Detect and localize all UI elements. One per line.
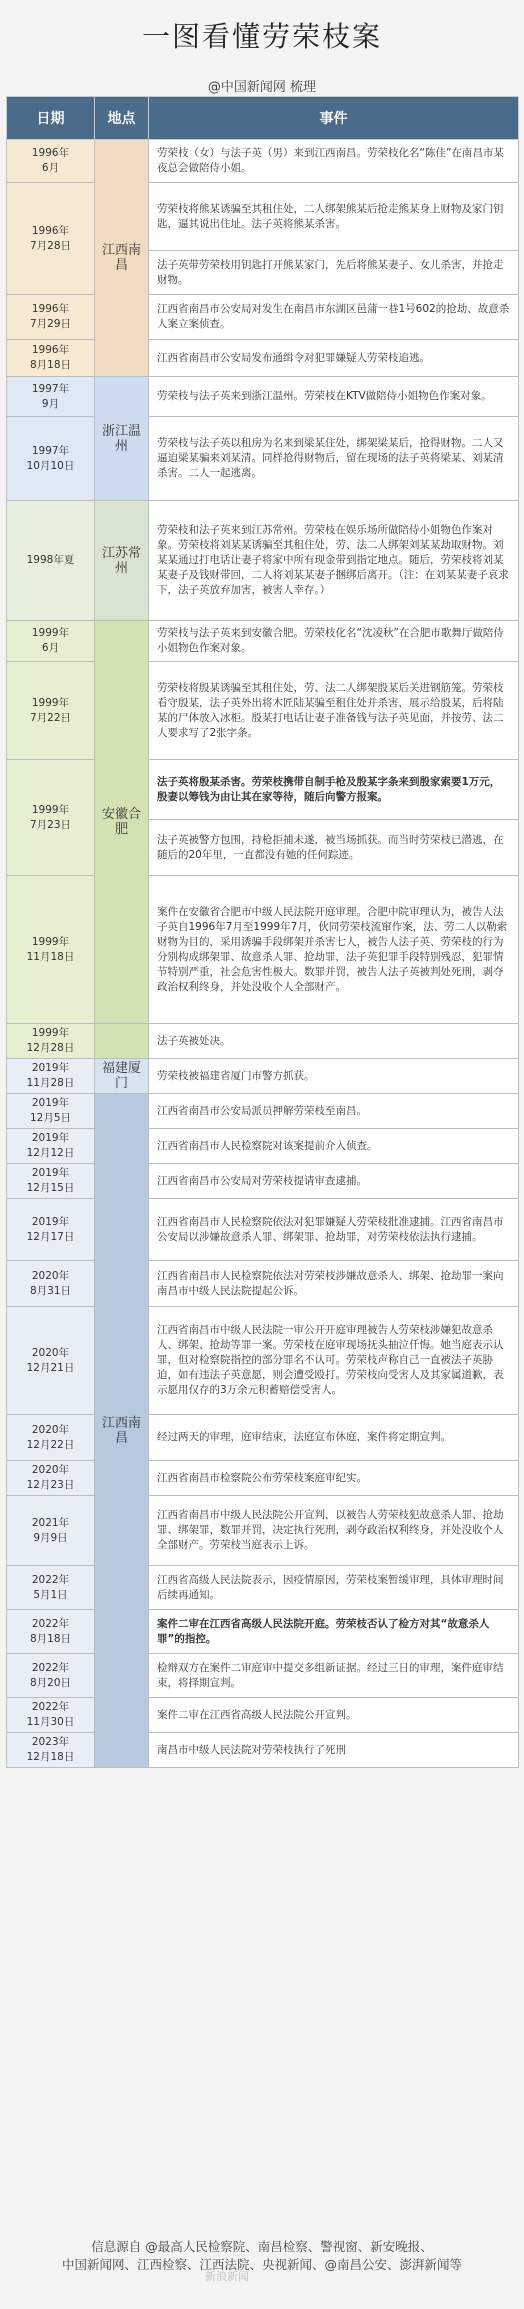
row-event: 江西省南昌市公安局发布通缉令对犯罪嫌疑人劳荣枝追逃。 bbox=[149, 340, 519, 377]
row-event: 江西省南昌市人民检察院依法对劳荣枝涉嫌故意杀人、绑架、抢劫罪一案向南昌市中级人民法院提起公诉。 bbox=[149, 1261, 519, 1307]
row-date: 1997年 10月10日 bbox=[7, 417, 95, 501]
row-place bbox=[95, 1024, 149, 1059]
watermark: 新浪新闻 bbox=[205, 2270, 249, 2283]
timeline-table-wrapper bbox=[6, 96, 518, 1768]
table-row bbox=[7, 1307, 519, 1415]
table-row bbox=[7, 1129, 519, 1164]
table-row bbox=[7, 1164, 519, 1199]
table-row bbox=[7, 876, 519, 1024]
row-event: 江西省南昌市检察院公布劳荣枝案庭审纪实。 bbox=[149, 1461, 519, 1496]
row-event: 劳荣枝和法子英来到江苏常州。劳荣枝在娱乐场所做陪侍小姐物色作案对象。劳荣枝将刘某某诱骗至其租住处，劳、法二人绑架刘某某劫取财物。刘某某通过打电话让妻子将家中所有现金带到指定地点。随后，劳荣枝将刘某某妻子及钱财带回，二人将刘某某妻子捆绑后离开。（注：在刘某某妻子哀求下，法子英放弃加害，被害人幸存。） bbox=[149, 501, 519, 621]
row-event: 江西省南昌市中级人民法院公开宣判，以被告人劳荣枝犯故意杀人罪、抢劫罪、绑架罪，数罪并罚，决定执行死刑，剥夺政治权利终身，并处没收个人全部财产。劳荣枝当庭表示上诉。 bbox=[149, 1496, 519, 1566]
table-row bbox=[7, 1199, 519, 1261]
table-row bbox=[7, 295, 519, 340]
table-row bbox=[7, 340, 519, 377]
row-event: 江西省高级人民法院表示，因疫情原因，劳荣枝案暂缓审理，具体审理时间后续再通知。 bbox=[149, 1566, 519, 1610]
row-event: 案件二审在江西省高级人民法院公开宣判。 bbox=[149, 1698, 519, 1733]
row-date: 2019年 12月17日 bbox=[7, 1199, 95, 1261]
table-row bbox=[7, 1024, 519, 1059]
row-place: 浙江温州 bbox=[95, 377, 149, 501]
row-event: 检辩双方在案件二审庭审中提交多组新证据。经过三日的审理，案件庭审结束，将择期宣判。 bbox=[149, 1654, 519, 1698]
row-date: 1997年 9月 bbox=[7, 377, 95, 417]
row-event: 案件二审在江西省高级人民法院开庭。劳荣枝否认了检方对其“故意杀人罪”的指控。 bbox=[149, 1610, 519, 1654]
row-date: 2022年 8月20日 bbox=[7, 1654, 95, 1698]
row-event: 经过两天的审理，庭审结束，法庭宣布休庭，案件将定期宣判。 bbox=[149, 1415, 519, 1461]
header-place: 地点 bbox=[95, 97, 149, 140]
row-date: 1999年 7月22日 bbox=[7, 662, 95, 760]
row-date: 1999年 6月 bbox=[7, 621, 95, 662]
row-date: 2020年 12月23日 bbox=[7, 1461, 95, 1496]
row-date: 2022年 11月30日 bbox=[7, 1698, 95, 1733]
table-row bbox=[7, 1654, 519, 1698]
table-row bbox=[7, 1415, 519, 1461]
row-date: 2019年 11月28日 bbox=[7, 1059, 95, 1094]
row-event: 劳荣枝与法子英来到安徽合肥。劳荣枝化名“沈凌秋”在合肥市歌舞厅做陪侍小姐物色作案对象。 bbox=[149, 621, 519, 662]
row-place: 福建厦门 bbox=[95, 1059, 149, 1094]
row-date: 1998年夏 bbox=[7, 501, 95, 621]
table-row bbox=[7, 1496, 519, 1566]
row-event: 江西省南昌市人民检察院对该案提前介入侦查。 bbox=[149, 1129, 519, 1164]
row-date: 2020年 12月21日 bbox=[7, 1307, 95, 1415]
table-row bbox=[7, 1059, 519, 1094]
row-date: 2022年 8月18日 bbox=[7, 1610, 95, 1654]
table-row bbox=[7, 760, 519, 820]
row-event: 法子英被警方包围，持枪拒捕未遂，被当场抓获。而当时劳荣枝已潜逃，在随后的20年里，一直都没有她的任何踪迹。 bbox=[149, 820, 519, 876]
row-event: 法子英带劳荣枝用钥匙打开熊某家门，先后将熊某妻子、女儿杀害，并抢走财物。 bbox=[149, 251, 519, 295]
row-event: 案件在安徽省合肥市中级人民法院开庭审理。合肥中院审理认为，被告人法子英自1996年7月至1999年7月，伙同劳荣枝流窜作案，法、劳二人以勒索财物为目的，采用诱骗手段绑架并杀害七人，被告人法子英、劳荣枝的行为分别构成绑架罪、故意杀人罪、抢劫罪，法子英犯罪手段特别残忍，犯罪情节特别严重，社会危害性极大。数罪并罚，被告人法子英被判处死刑，剥夺政治权利终身，并处没收个人全部财产。 bbox=[149, 876, 519, 1024]
sources-line-1: 信息源自 @最高人民检察院、南昌检察、警视窗、新安晚报、 bbox=[91, 2239, 433, 2254]
row-event: 江西省南昌市公安局对发生在南昌市东湖区邑蒲一巷1号602的抢劫、故意杀人案立案侦查。 bbox=[149, 295, 519, 340]
table-row bbox=[7, 377, 519, 417]
row-place: 安徽合肥 bbox=[95, 621, 149, 1024]
table-row bbox=[7, 1461, 519, 1496]
row-date: 1999年 11月18日 bbox=[7, 876, 95, 1024]
header-date: 日期 bbox=[7, 97, 95, 140]
table-row bbox=[7, 621, 519, 662]
row-event: 江西省南昌市公安局派员押解劳荣枝至南昌。 bbox=[149, 1094, 519, 1129]
row-place: 江西南昌 bbox=[95, 1094, 149, 1768]
table-row bbox=[7, 662, 519, 760]
row-date: 1996年 7月28日 bbox=[7, 183, 95, 295]
row-event: 劳荣枝与法子英来到浙江温州。劳荣枝在KTV做陪侍小姐物色作案对象。 bbox=[149, 377, 519, 417]
row-date: 2021年 9月9日 bbox=[7, 1496, 95, 1566]
row-event: 劳荣枝将殷某诱骗至其租住处，劳、法二人绑架殷某后关进钢筋笼。劳荣枝看守殷某，法子英外出将木匠陆某骗至租住处并杀害，展示给殷某，后将陆某的尸体放入冰柜。殷某打电话让妻子准备钱与法子英见面，并按劳、法二人要求写了2张字条。 bbox=[149, 662, 519, 760]
row-event: 劳荣枝（女）与法子英（男）来到江西南昌。劳荣枝化名“陈佳”在南昌市某夜总会做陪侍小姐。 bbox=[149, 140, 519, 183]
page-subtitle: @中国新闻网 梳理 bbox=[207, 79, 317, 95]
row-event: 劳荣枝将熊某诱骗至其租住处，二人绑架熊某后抢走熊某身上财物及家门钥匙，逼其说出住址。法子英将熊某杀害。 bbox=[149, 183, 519, 251]
row-date: 1996年 6月 bbox=[7, 140, 95, 183]
row-event: 法子英将殷某杀害。劳荣枝携带自制手枪及殷某字条来到殷家索要1万元，殷妻以筹钱为由让其在家等待，随后向警方报案。 bbox=[149, 760, 519, 820]
row-date: 1999年 7月23日 bbox=[7, 760, 95, 876]
row-event: 南昌市中级人民法院对劳荣枝执行了死刑 bbox=[149, 1733, 519, 1768]
row-event: 江西省南昌市公安局对劳荣枝提请审查逮捕。 bbox=[149, 1164, 519, 1199]
table-row bbox=[7, 1610, 519, 1654]
table-row bbox=[7, 501, 519, 621]
row-date: 2020年 12月22日 bbox=[7, 1415, 95, 1461]
row-place: 江苏常州 bbox=[95, 501, 149, 621]
row-date: 2019年 12月5日 bbox=[7, 1094, 95, 1129]
row-date: 2019年 12月12日 bbox=[7, 1129, 95, 1164]
row-date: 2022年 5月1日 bbox=[7, 1566, 95, 1610]
row-event: 劳荣枝被福建省厦门市警方抓获。 bbox=[149, 1059, 519, 1094]
table-row bbox=[7, 1733, 519, 1768]
row-place: 江西南昌 bbox=[95, 140, 149, 377]
table-row bbox=[7, 183, 519, 251]
page-title: 一图看懂劳荣枝案 bbox=[141, 20, 382, 53]
row-date: 1996年 8月18日 bbox=[7, 340, 95, 377]
row-event: 法子英被处决。 bbox=[149, 1024, 519, 1059]
row-date: 2023年 12月18日 bbox=[7, 1733, 95, 1768]
row-event: 江西省南昌市中级人民法院一审公开开庭审理被告人劳荣枝涉嫌犯故意杀人、绑架、抢劫等罪一案。劳荣枝在庭审现场抚头抽泣仟悔。她当庭表示认罪，但对检察院指控的部分罪名不认可。劳荣枝声称自己一直被法子英胁迫，如有违法子英意愿，则会遭受殴打。劳荣枝向受害人及其家属道歉，表示愿用仅存的3万余元积蓄赔偿受害人。 bbox=[149, 1307, 519, 1415]
sources-line-2: 中国新闻网、江西检察、江西法院、央视新闻、@南昌公安、澎湃新闻等 bbox=[61, 2257, 462, 2272]
row-date: 2019年 12月15日 bbox=[7, 1164, 95, 1199]
header-event: 事件 bbox=[149, 97, 519, 140]
table-row bbox=[7, 1698, 519, 1733]
timeline-table bbox=[6, 96, 519, 1768]
table-header-row bbox=[7, 97, 519, 140]
row-event: 江西省南昌市人民检察院依法对犯罪嫌疑人劳荣枝批准逮捕。江西省南昌市公安局以涉嫌故意杀人罪、绑架罪、抢劫罪，对劳荣枝依法执行逮捕。 bbox=[149, 1199, 519, 1261]
table-row bbox=[7, 140, 519, 183]
table-row bbox=[7, 417, 519, 501]
sources-footer bbox=[0, 2238, 524, 2274]
table-row bbox=[7, 1566, 519, 1610]
table-row bbox=[7, 1261, 519, 1307]
table-row bbox=[7, 1094, 519, 1129]
row-date: 1999年 12月28日 bbox=[7, 1024, 95, 1059]
row-date: 2020年 8月31日 bbox=[7, 1261, 95, 1307]
row-event: 劳荣枝与法子英以租房为名来到梁某住处，绑架梁某后，抢得财物。二人又逼迫梁某骗来刘某清。同样抢得财物后，留在现场的法子英将梁某、刘某清杀害。二人一起逃离。 bbox=[149, 417, 519, 501]
row-date: 1996年 7月29日 bbox=[7, 295, 95, 340]
